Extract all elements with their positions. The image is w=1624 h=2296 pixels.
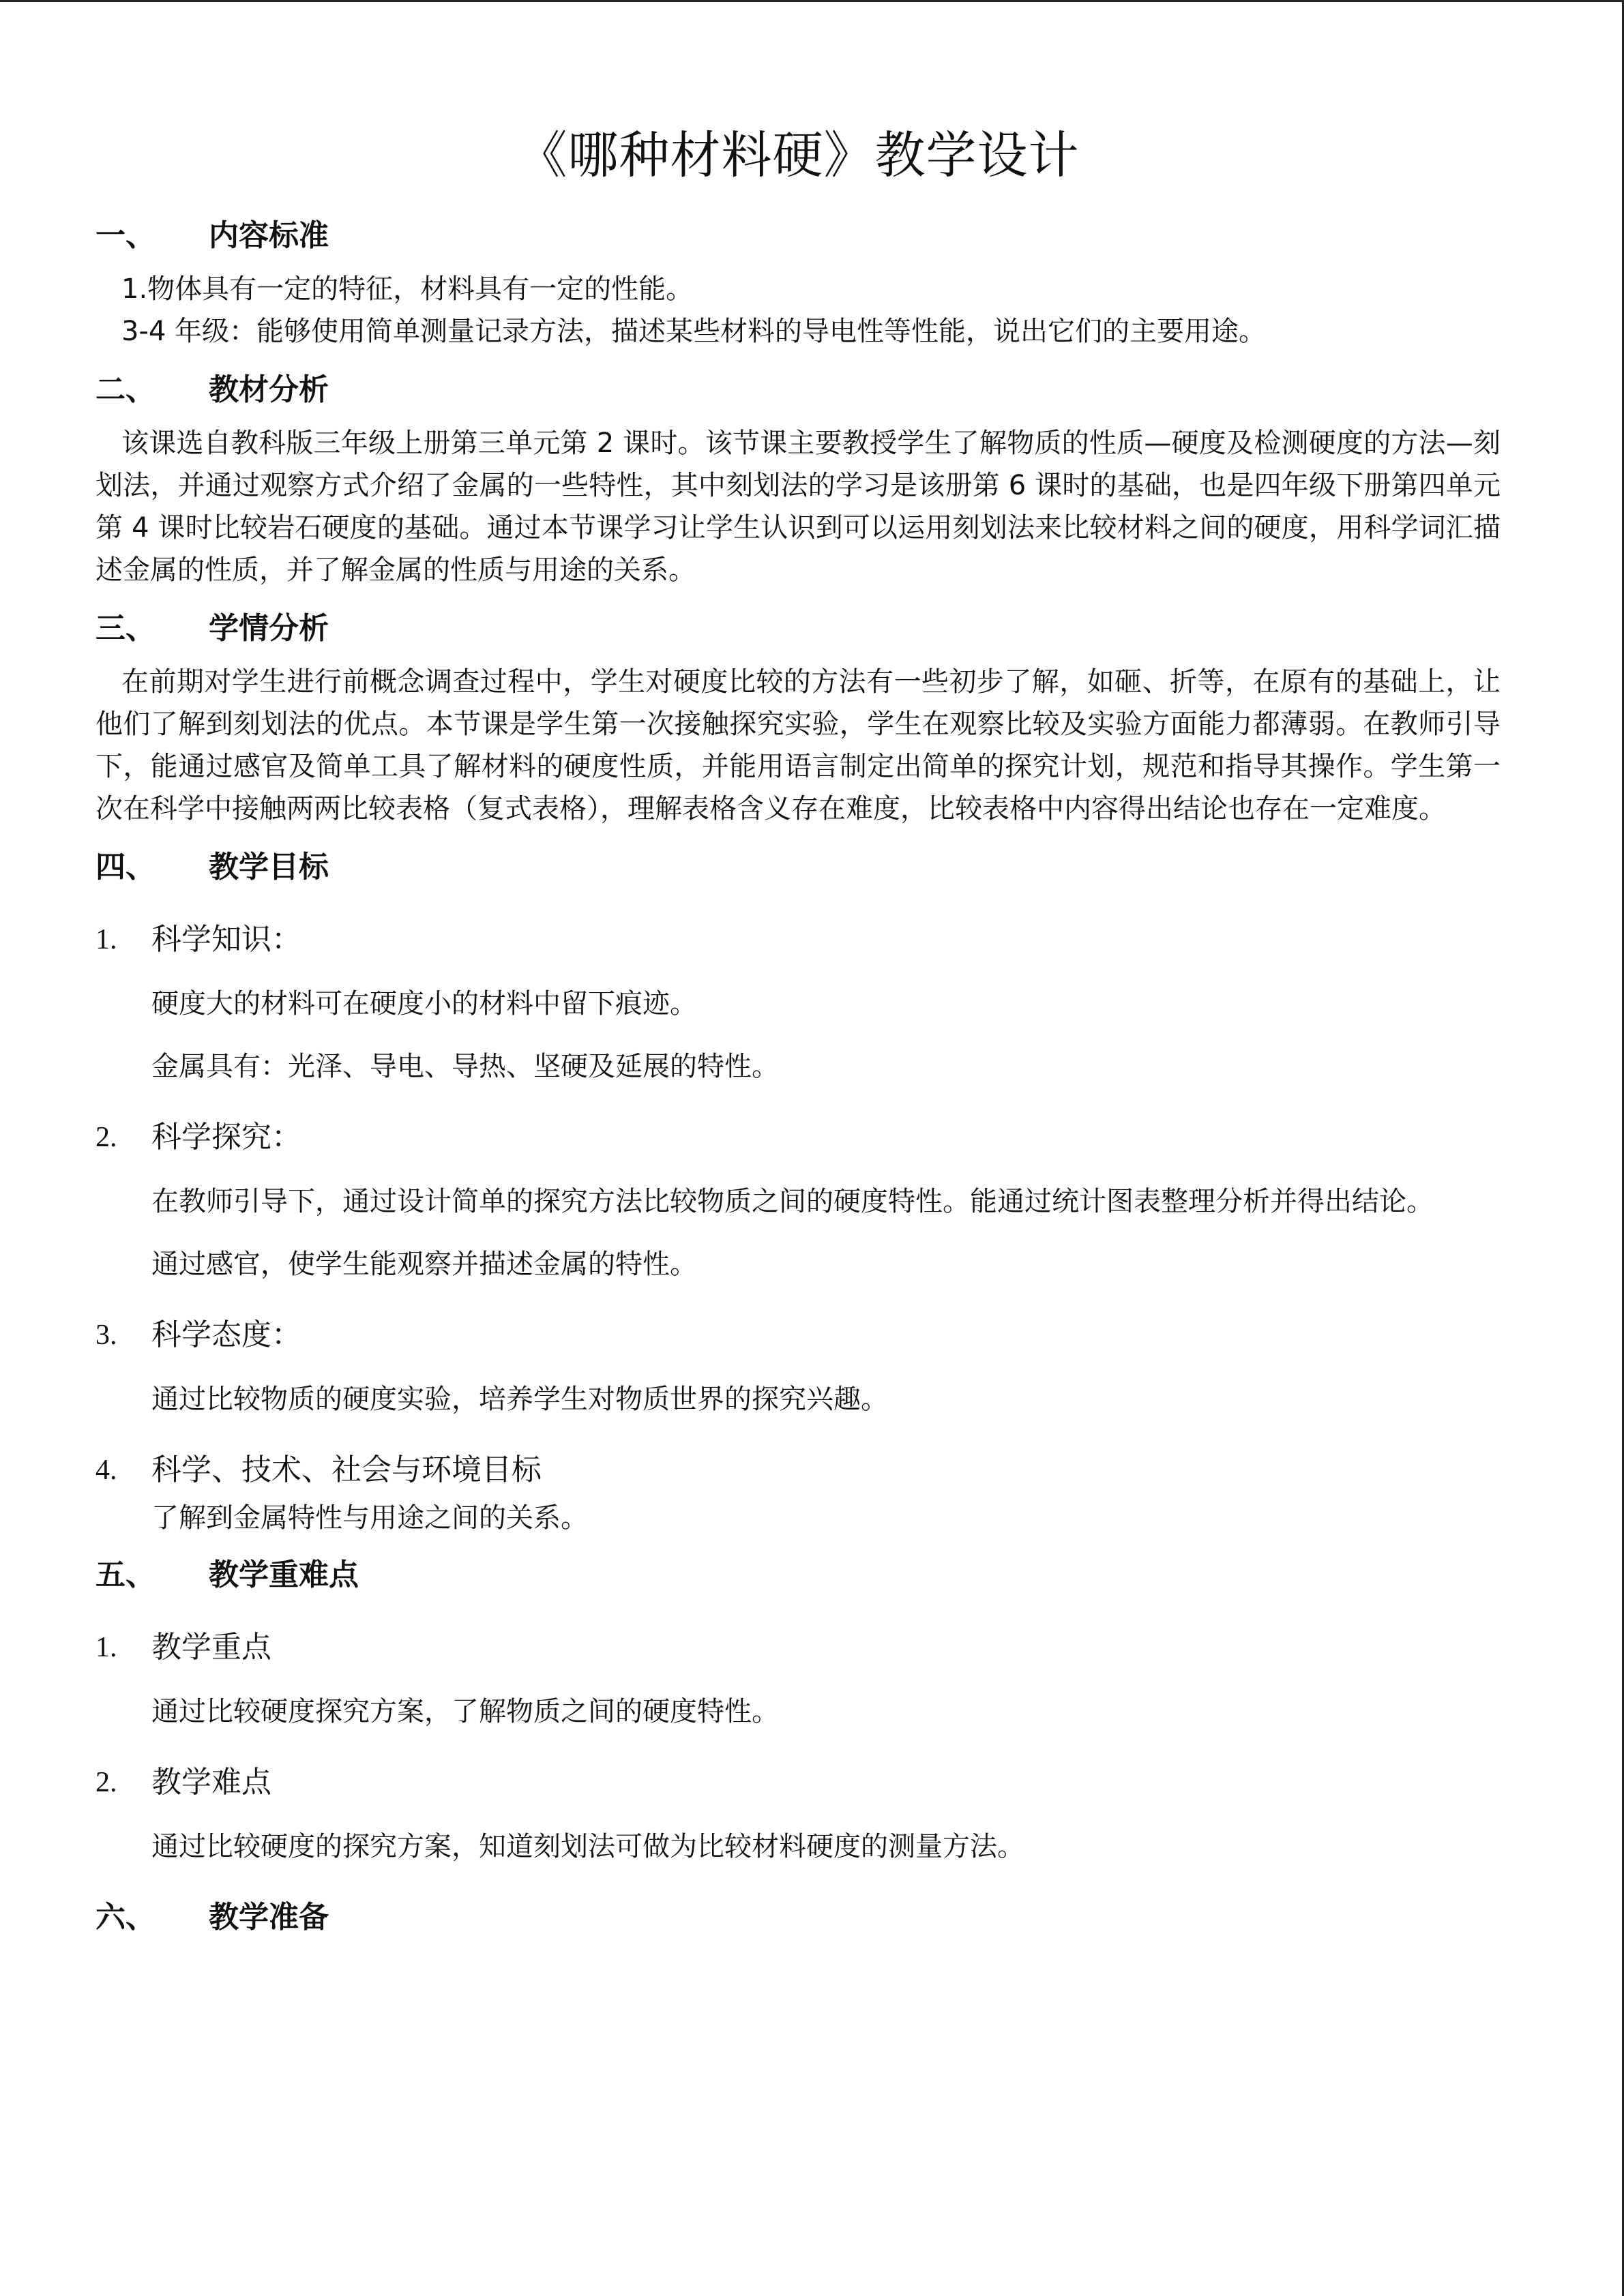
section-heading-learner-analysis [95,606,1501,651]
textbook-analysis-paragraph: 该课选自教科版三年级上册第三单元第 2 课时。该节课主要教授学生了解物质的性质—硬度及检测硬度的方法—刻划法，并通过观察方式介绍了金属的一些特性，其中刻划法的学习是该册第 6 课时的基础，也是四年级下册第四单元第 4 课时比较岩石硬度的基础。通过本节课学习让学生认识到可以运用刻划法来比较材料之间的硬度，用科学词汇描述金属的性质，并了解金属的性质与用途的关系。 [95,428,1501,586]
goal-line: 通过感官，使学生能观察并描述金属的特性。 [151,1249,697,1280]
section-title: 教学重难点 [209,1557,359,1592]
goal-number: 2. [95,1122,117,1153]
difficult-point-title: 教学难点 [151,1765,271,1800]
key-point-number: 1. [95,1632,117,1663]
goal-number: 3. [95,1320,117,1351]
goal-title: 科学探究： [151,1120,301,1154]
section-number: 六、 [95,1900,156,1935]
learner-analysis-paragraph: 在前期对学生进行前概念调查过程中，学生对硬度比较的方法有一些初步了解，如砸、折等，在原有的基础上，让他们了解到刻划法的优点。本节课是学生第一次接触探究实验，学生在观察比较及实验方面能力都薄弱。在教师引导下，能通过感官及简单工具了解材料的硬度性质，并能用语言制定出简单的探究计划，规范和指导其操作。学生第一次在科学中接触两两比较表格（复式表格），理解表格含义存在难度，比较表格中内容得出结论也存在一定难度。 [95,666,1501,824]
section-title: 内容标准 [209,218,329,253]
section-heading-key-difficult-points [95,1553,1501,1598]
goal-title: 科学知识： [151,922,301,957]
section-number: 一、 [95,218,156,253]
goal-line: 硬度大的材料可在硬度小的材料中留下痕迹。 [151,988,697,1019]
document-content [95,111,1501,1950]
section-heading-content-standard [95,213,1501,258]
section-title: 教学准备 [209,1900,329,1935]
key-point-heading [95,1625,1501,1670]
goal-title: 科学、技术、社会与环境目标 [151,1452,542,1487]
key-point-line: 通过比较硬度探究方案，了解物质之间的硬度特性。 [151,1696,779,1727]
section-number: 三、 [95,611,156,646]
goal-line: 金属具有：光泽、导电、导热、坚硬及延展的特性。 [151,1051,779,1082]
key-point-title: 教学重点 [151,1630,271,1665]
difficult-point-heading [95,1760,1501,1805]
goal-heading-knowledge [95,917,1501,962]
document-title: 《哪种材料硬》教学设计 [516,126,1080,185]
section-number: 二、 [95,372,156,407]
goal-number: 4. [95,1455,117,1486]
standard-line: 1.物体具有一定的特征，材料具有一定的性能。 [121,273,694,305]
standard-line: 3-4 年级：能够使用简单测量记录方法，描述某些材料的导电性等性能，说出它们的主要用途。 [121,316,1267,347]
goal-line: 了解到金属特性与用途之间的关系。 [151,1502,588,1534]
goal-title: 科学态度： [151,1317,301,1352]
section-number: 四、 [95,850,156,884]
difficult-point-number: 2. [95,1767,117,1798]
goal-line: 在教师引导下，通过设计简单的探究方法比较物质之间的硬度特性。能通过统计图表整理分析并得出结论。 [151,1186,1434,1217]
goal-heading-inquiry [95,1115,1501,1160]
goal-heading-stse [95,1448,1501,1493]
section-number: 五、 [95,1557,156,1592]
section-heading-teaching-preparation [95,1895,1501,1940]
section-title: 教材分析 [209,372,329,407]
section-heading-teaching-goals [95,845,1501,890]
section-title: 学情分析 [209,611,329,646]
section-title: 教学目标 [209,850,329,884]
goal-heading-attitude [95,1313,1501,1358]
difficult-point-line: 通过比较硬度的探究方案，知道刻划法可做为比较材料硬度的测量方法。 [151,1831,1024,1862]
goal-number: 1. [95,924,117,955]
goal-line: 通过比较物质的硬度实验，培养学生对物质世界的探究兴趣。 [151,1384,888,1415]
section-heading-textbook-analysis [95,368,1501,413]
